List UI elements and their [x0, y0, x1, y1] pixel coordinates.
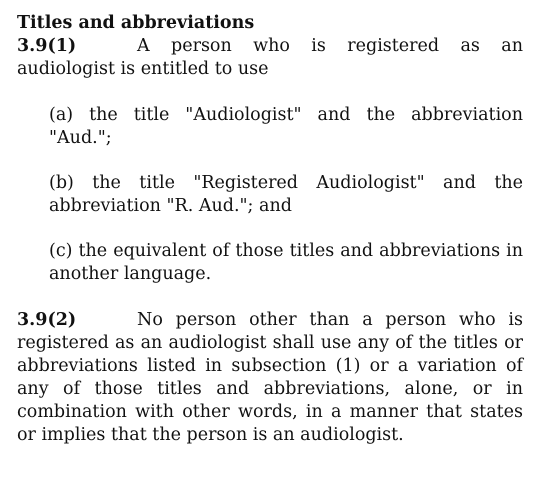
- legislation-section: [17, 12, 523, 447]
- list-item-a: (a) the title "Audiologist" and the abbreviation "Aud.";: [49, 105, 523, 148]
- list-item-b: (b) the title "Registered Audiologist" and the abbreviation "R. Aud."; and: [49, 173, 523, 216]
- section-heading: Titles and abbreviations: [17, 13, 255, 33]
- clause-text: A person who is registered as an audiologist is entitled to use: [17, 36, 523, 79]
- clause-number: 3.9(1): [17, 36, 77, 56]
- clause-3-9-1: [17, 35, 523, 81]
- clause-text: No person other than a person who is registered as an audiologist shall use any of the titles or abbreviations listed in subsection (1) or a variation of any of those titles and abbreviations, alone, or in combination with other words, in a manner that states or implies that the person is an audiologist.: [17, 310, 523, 445]
- clause-3-9-2: [17, 309, 523, 447]
- list-item-c: (c) the equivalent of those titles and abbreviations in another language.: [49, 241, 523, 284]
- clause-number: 3.9(2): [17, 310, 77, 330]
